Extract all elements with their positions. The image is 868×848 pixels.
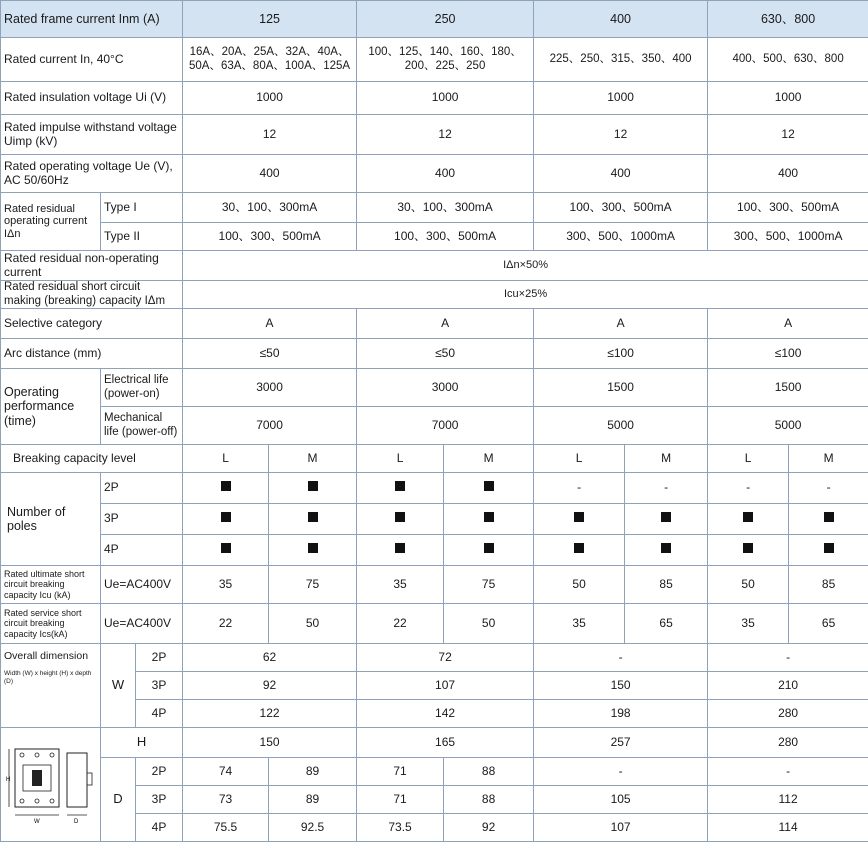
pole-mark bbox=[708, 504, 789, 535]
impulse-630: 12 bbox=[708, 115, 868, 155]
residual-type2-row bbox=[1, 223, 868, 251]
type2-400: 300、500、1000mA bbox=[534, 223, 708, 251]
filled-square-icon bbox=[574, 512, 584, 522]
operating-voltage-630: 400 bbox=[708, 155, 868, 193]
level-l: L bbox=[357, 445, 444, 473]
pole-mark bbox=[444, 535, 534, 566]
arc-row bbox=[1, 339, 868, 369]
dim-pole-label: 2P bbox=[136, 644, 183, 672]
dim-w-value: - bbox=[534, 644, 708, 672]
breaker-outline-icon bbox=[3, 745, 99, 827]
selective-125: A bbox=[183, 309, 357, 339]
dim-w-label: W bbox=[101, 644, 136, 728]
filled-square-icon bbox=[484, 543, 494, 553]
impulse-label: Rated impulse withstand voltage Uimp (kV) bbox=[1, 115, 183, 155]
type2-label: Type II bbox=[101, 223, 183, 251]
poles-3p-row bbox=[1, 504, 868, 535]
pole-mark bbox=[708, 473, 789, 504]
breaking-level-label: Breaking capacity level bbox=[1, 445, 183, 473]
dim-pole-label: 4P bbox=[136, 814, 183, 842]
icu-row bbox=[1, 566, 868, 604]
selective-400: A bbox=[534, 309, 708, 339]
type1-125: 30、100、300mA bbox=[183, 193, 357, 223]
dim-d-label: D bbox=[101, 758, 136, 842]
non-operating-value: IΔn×50% bbox=[183, 251, 868, 281]
dim-w-value: 198 bbox=[534, 700, 708, 728]
icu-ue: Ue=AC400V bbox=[101, 566, 183, 604]
dim-w-value: 150 bbox=[534, 672, 708, 700]
filled-square-icon bbox=[661, 543, 671, 553]
dimension-sublabel: Width (W) x height (H) x depth (D) bbox=[4, 670, 92, 685]
dim-d-value: 105 bbox=[534, 786, 708, 814]
icu-value: 75 bbox=[444, 566, 534, 604]
icu-value: 35 bbox=[357, 566, 444, 604]
ics-value: 65 bbox=[625, 604, 708, 644]
poles-4p-row bbox=[1, 535, 868, 566]
level-m: M bbox=[789, 445, 868, 473]
dim-d-value: 88 bbox=[444, 786, 534, 814]
electrical-life-row bbox=[1, 369, 868, 407]
dash-mark: - bbox=[664, 480, 669, 495]
insulation-250: 1000 bbox=[357, 82, 534, 115]
selective-250: A bbox=[357, 309, 534, 339]
insulation-row bbox=[1, 82, 868, 115]
impulse-row bbox=[1, 115, 868, 155]
mechanical-125: 7000 bbox=[183, 407, 357, 445]
filled-square-icon bbox=[661, 512, 671, 522]
pole-mark bbox=[625, 473, 708, 504]
dim-h-label: H bbox=[101, 728, 183, 758]
fig-w-text: W bbox=[33, 818, 40, 825]
frame-row bbox=[1, 1, 868, 38]
dim-pole-label: 3P bbox=[136, 672, 183, 700]
dim-d-value: 73.5 bbox=[357, 814, 444, 842]
arc-125: ≤50 bbox=[183, 339, 357, 369]
dash-mark: - bbox=[826, 480, 831, 495]
rated-current-label: Rated current In, 40°C bbox=[1, 38, 183, 82]
type1-630: 100、300、500mA bbox=[708, 193, 868, 223]
dim-d-value: 88 bbox=[444, 758, 534, 786]
operating-voltage-400: 400 bbox=[534, 155, 708, 193]
type1-250: 30、100、300mA bbox=[357, 193, 534, 223]
breaking-level-row bbox=[1, 445, 868, 473]
level-m: M bbox=[269, 445, 357, 473]
pole-label: 3P bbox=[101, 504, 183, 535]
dim-w-value: 72 bbox=[357, 644, 534, 672]
filled-square-icon bbox=[574, 543, 584, 553]
dim-w-value: 280 bbox=[708, 700, 868, 728]
icu-value: 85 bbox=[625, 566, 708, 604]
pole-mark bbox=[357, 535, 444, 566]
selective-label: Selective category bbox=[1, 309, 183, 339]
ics-value: 50 bbox=[269, 604, 357, 644]
dim-d-value: 107 bbox=[534, 814, 708, 842]
operating-voltage-125: 400 bbox=[183, 155, 357, 193]
electrical-630: 1500 bbox=[708, 369, 868, 407]
frame-400: 400 bbox=[534, 1, 708, 38]
arc-400: ≤100 bbox=[534, 339, 708, 369]
type2-630: 300、500、1000mA bbox=[708, 223, 868, 251]
icu-label: Rated ultimate short circuit breaking capacity Icu (kA) bbox=[1, 566, 101, 604]
pole-label: 2P bbox=[101, 473, 183, 504]
pole-label: 4P bbox=[101, 535, 183, 566]
mechanical-630: 5000 bbox=[708, 407, 868, 445]
pole-mark bbox=[534, 535, 625, 566]
arc-label: Arc distance (mm) bbox=[1, 339, 183, 369]
non-operating-row bbox=[1, 251, 868, 281]
selective-row bbox=[1, 309, 868, 339]
dim-w-value: 107 bbox=[357, 672, 534, 700]
pole-mark bbox=[789, 504, 868, 535]
pole-mark bbox=[183, 504, 269, 535]
type2-250: 100、300、500mA bbox=[357, 223, 534, 251]
filled-square-icon bbox=[743, 543, 753, 553]
dim-d-value: - bbox=[708, 758, 868, 786]
ics-label: Rated service short circuit breaking capacity Ics(kA) bbox=[1, 604, 101, 644]
ics-value: 35 bbox=[708, 604, 789, 644]
dim-d-value: 92 bbox=[444, 814, 534, 842]
dim-h-value: 257 bbox=[534, 728, 708, 758]
operating-voltage-row bbox=[1, 155, 868, 193]
dimension-label-cell bbox=[1, 644, 101, 728]
dim-d-value: 74 bbox=[183, 758, 269, 786]
fig-d-text: D bbox=[73, 818, 78, 825]
electrical-400: 1500 bbox=[534, 369, 708, 407]
making-capacity-label: Rated residual short circuit making (breaking) capacity IΔm bbox=[1, 281, 183, 309]
poles-label: Number of poles bbox=[1, 473, 101, 566]
ics-value: 22 bbox=[357, 604, 444, 644]
pole-mark bbox=[625, 504, 708, 535]
dim-w-value: - bbox=[708, 644, 868, 672]
dim-w-value: 210 bbox=[708, 672, 868, 700]
dim-d-value: 112 bbox=[708, 786, 868, 814]
dim-d-value: 75.5 bbox=[183, 814, 269, 842]
electrical-125: 3000 bbox=[183, 369, 357, 407]
dim-h-value: 165 bbox=[357, 728, 534, 758]
pole-mark bbox=[534, 504, 625, 535]
dash-mark: - bbox=[577, 480, 582, 495]
making-capacity-row bbox=[1, 281, 868, 309]
mechanical-250: 7000 bbox=[357, 407, 534, 445]
filled-square-icon bbox=[395, 512, 405, 522]
non-operating-label: Rated residual non-operating current bbox=[1, 251, 183, 281]
rated-current-630: 400、500、630、800 bbox=[708, 38, 868, 82]
dim-w-value: 122 bbox=[183, 700, 357, 728]
dim-w-2p-row bbox=[1, 644, 868, 672]
rated-current-125: 16A、20A、25A、32A、40A、50A、63A、80A、100A、125A bbox=[183, 38, 357, 82]
rated-current-row bbox=[1, 38, 868, 82]
electrical-250: 3000 bbox=[357, 369, 534, 407]
filled-square-icon bbox=[395, 481, 405, 491]
insulation-125: 1000 bbox=[183, 82, 357, 115]
pole-mark bbox=[183, 535, 269, 566]
icu-value: 75 bbox=[269, 566, 357, 604]
making-capacity-value: Icu×25% bbox=[183, 281, 868, 309]
filled-square-icon bbox=[221, 543, 231, 553]
ics-value: 22 bbox=[183, 604, 269, 644]
filled-square-icon bbox=[221, 481, 231, 491]
filled-square-icon bbox=[743, 512, 753, 522]
dim-w-value: 92 bbox=[183, 672, 357, 700]
filled-square-icon bbox=[308, 481, 318, 491]
level-l: L bbox=[708, 445, 789, 473]
level-l: L bbox=[534, 445, 625, 473]
filled-square-icon bbox=[221, 512, 231, 522]
pole-mark bbox=[789, 535, 868, 566]
residual-operating-label: Rated residual operating current IΔn bbox=[1, 193, 101, 251]
filled-square-icon bbox=[308, 512, 318, 522]
mechanical-life-row bbox=[1, 407, 868, 445]
dim-d-value: 71 bbox=[357, 786, 444, 814]
icu-value: 50 bbox=[534, 566, 625, 604]
selective-630: A bbox=[708, 309, 868, 339]
dim-d-2p-row bbox=[1, 758, 868, 786]
level-m: M bbox=[625, 445, 708, 473]
filled-square-icon bbox=[308, 543, 318, 553]
level-l: L bbox=[183, 445, 269, 473]
filled-square-icon bbox=[824, 512, 834, 522]
pole-mark bbox=[183, 473, 269, 504]
dim-w-value: 142 bbox=[357, 700, 534, 728]
rated-current-400: 225、250、315、350、400 bbox=[534, 38, 708, 82]
dim-h-value: 150 bbox=[183, 728, 357, 758]
pole-mark bbox=[625, 535, 708, 566]
frame-label: Rated frame current Inm (A) bbox=[1, 1, 183, 38]
dim-w-value: 62 bbox=[183, 644, 357, 672]
poles-2p-row bbox=[1, 473, 868, 504]
operating-performance-label: Operating performance (time) bbox=[1, 369, 101, 445]
operating-voltage-250: 400 bbox=[357, 155, 534, 193]
dimension-figure bbox=[1, 728, 101, 842]
pole-mark bbox=[269, 504, 357, 535]
filled-square-icon bbox=[484, 481, 494, 491]
operating-voltage-label: Rated operating voltage Ue (V), AC 50/60Hz bbox=[1, 155, 183, 193]
impulse-250: 12 bbox=[357, 115, 534, 155]
ics-value: 50 bbox=[444, 604, 534, 644]
frame-250: 250 bbox=[357, 1, 534, 38]
pole-mark bbox=[269, 535, 357, 566]
pole-mark bbox=[708, 535, 789, 566]
pole-mark bbox=[789, 473, 868, 504]
dim-pole-label: 4P bbox=[136, 700, 183, 728]
arc-250: ≤50 bbox=[357, 339, 534, 369]
pole-mark bbox=[357, 504, 444, 535]
dim-d-value: 114 bbox=[708, 814, 868, 842]
type2-125: 100、300、500mA bbox=[183, 223, 357, 251]
insulation-630: 1000 bbox=[708, 82, 868, 115]
dim-d-value: 89 bbox=[269, 786, 357, 814]
impulse-125: 12 bbox=[183, 115, 357, 155]
frame-630-800: 630、800 bbox=[708, 1, 868, 38]
type1-label: Type I bbox=[101, 193, 183, 223]
icu-value: 50 bbox=[708, 566, 789, 604]
pole-mark bbox=[269, 473, 357, 504]
ics-value: 35 bbox=[534, 604, 625, 644]
filled-square-icon bbox=[484, 512, 494, 522]
pole-mark bbox=[444, 473, 534, 504]
filled-square-icon bbox=[824, 543, 834, 553]
insulation-label: Rated insulation voltage Ui (V) bbox=[1, 82, 183, 115]
rated-current-250: 100、125、140、160、180、200、225、250 bbox=[357, 38, 534, 82]
fig-h-text: H bbox=[5, 776, 10, 783]
dash-mark: - bbox=[746, 480, 751, 495]
dim-h-row bbox=[1, 728, 868, 758]
mechanical-life-label: Mechanical life (power-off) bbox=[101, 407, 183, 445]
mechanical-400: 5000 bbox=[534, 407, 708, 445]
ics-row bbox=[1, 604, 868, 644]
pole-mark bbox=[357, 473, 444, 504]
dim-pole-label: 2P bbox=[136, 758, 183, 786]
level-m: M bbox=[444, 445, 534, 473]
frame-125: 125 bbox=[183, 1, 357, 38]
dim-d-value: 73 bbox=[183, 786, 269, 814]
insulation-400: 1000 bbox=[534, 82, 708, 115]
residual-type1-row bbox=[1, 193, 868, 223]
ics-value: 65 bbox=[789, 604, 868, 644]
dim-d-value: 89 bbox=[269, 758, 357, 786]
dim-h-value: 280 bbox=[708, 728, 868, 758]
pole-mark bbox=[534, 473, 625, 504]
electrical-life-label: Electrical life (power-on) bbox=[101, 369, 183, 407]
dimension-label: Overall dimension bbox=[4, 650, 89, 662]
dim-d-value: 71 bbox=[357, 758, 444, 786]
dim-pole-label: 3P bbox=[136, 786, 183, 814]
dim-d-value: 92.5 bbox=[269, 814, 357, 842]
icu-value: 85 bbox=[789, 566, 868, 604]
pole-mark bbox=[444, 504, 534, 535]
ics-ue: Ue=AC400V bbox=[101, 604, 183, 644]
icu-value: 35 bbox=[183, 566, 269, 604]
dim-d-value: - bbox=[534, 758, 708, 786]
arc-630: ≤100 bbox=[708, 339, 868, 369]
type1-400: 100、300、500mA bbox=[534, 193, 708, 223]
impulse-400: 12 bbox=[534, 115, 708, 155]
filled-square-icon bbox=[395, 543, 405, 553]
